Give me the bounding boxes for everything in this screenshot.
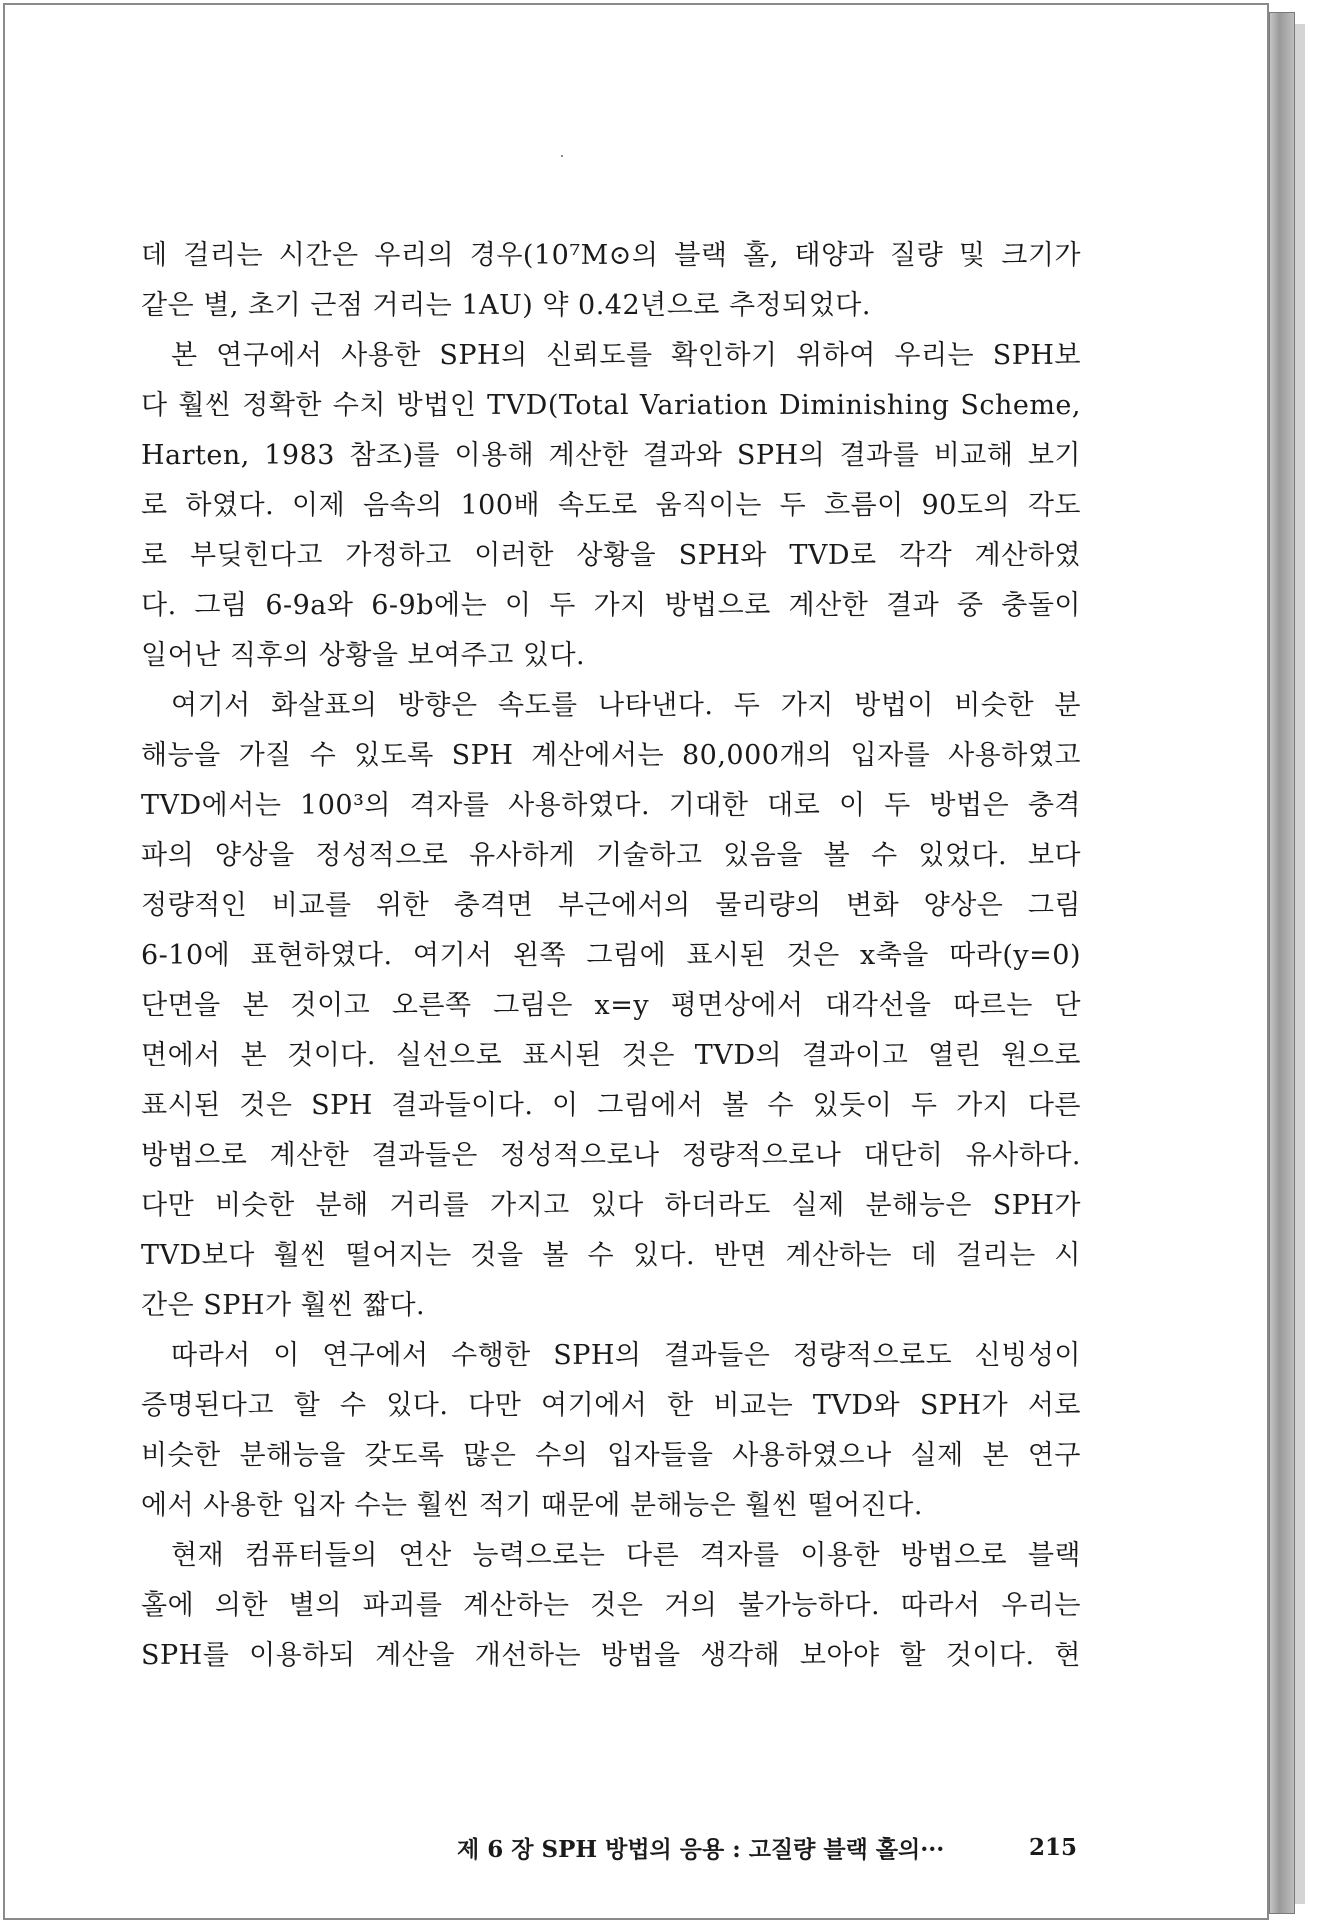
text-line: 다만 비슷한 분해 거리를 가지고 있다 하더라도 실제 분해능은 SPH가: [141, 1190, 1081, 1221]
text-line: TVD보다 훨씬 떨어지는 것을 볼 수 있다. 반면 계산하는 데 걸리는 시: [141, 1240, 1081, 1271]
body-text: [141, 231, 1081, 1681]
text-line: Harten, 1983 참조)를 이용해 계산한 결과와 SPH의 결과를 비교해 보기: [141, 440, 1081, 471]
text-line: 파의 양상을 정성적으로 유사하게 기술하고 있음을 볼 수 있었다. 보다: [141, 840, 1081, 871]
text-line: 데 걸리는 시간은 우리의 경우(10⁷M⊙의 블랙 홀, 태양과 질량 및 크기가: [141, 240, 1081, 271]
text-line: 일어난 직후의 상황을 보여주고 있다.: [141, 640, 586, 671]
text-line: 로 부딪힌다고 가정하고 이러한 상황을 SPH와 TVD로 각각 계산하였: [141, 540, 1081, 571]
scan-speck: [561, 155, 563, 157]
page-stack-shadow: [1295, 24, 1305, 1904]
page-number: 215: [1028, 1833, 1077, 1861]
book-page: [3, 3, 1269, 1920]
text-line: 다 훨씬 정확한 수치 방법인 TVD(Total Variation Diminishing Scheme,: [141, 390, 1081, 421]
text-line: 단면을 본 것이고 오른쪽 그림은 x=y 평면상에서 대각선을 따르는 단: [141, 990, 1081, 1021]
text-line: 에서 사용한 입자 수는 훨씬 적기 때문에 분해능은 훨씬 떨어진다.: [141, 1490, 923, 1521]
text-line: 간은 SPH가 훨씬 짧다.: [141, 1290, 426, 1321]
text-line: 정량적인 비교를 위한 충격면 부근에서의 물리량의 변화 양상은 그림: [141, 890, 1081, 921]
text-line: 면에서 본 것이다. 실선으로 표시된 것은 TVD의 결과이고 열린 원으로: [141, 1040, 1081, 1071]
text-line: 현재 컴퓨터들의 연산 능력으로는 다른 격자를 이용한 방법으로 블랙: [171, 1540, 1081, 1571]
text-line: TVD에서는 100³의 격자를 사용하였다. 기대한 대로 이 두 방법은 충격: [141, 790, 1081, 821]
text-line: 다. 그림 6-9a와 6-9b에는 이 두 가지 방법으로 계산한 결과 중 충돌이: [141, 590, 1081, 621]
text-line: 따라서 이 연구에서 수행한 SPH의 결과들은 정량적으로도 신빙성이: [171, 1340, 1081, 1371]
text-line: 홀에 의한 별의 파괴를 계산하는 것은 거의 불가능하다. 따라서 우리는: [141, 1590, 1081, 1621]
text-line: 여기서 화살표의 방향은 속도를 나타낸다. 두 가지 방법이 비슷한 분: [171, 690, 1081, 721]
text-line: 표시된 것은 SPH 결과들이다. 이 그림에서 볼 수 있듯이 두 가지 다른: [141, 1090, 1081, 1121]
page-stack-edge: [1269, 12, 1295, 1914]
footer-chapter-title: 제 6 장 SPH 방법의 응용 : 고질량 블랙 홀의···: [457, 1835, 945, 1863]
running-footer: [457, 1827, 1077, 1867]
text-line: 증명된다고 할 수 있다. 다만 여기에서 한 비교는 TVD와 SPH가 서로: [141, 1390, 1081, 1421]
text-line: SPH를 이용하되 계산을 개선하는 방법을 생각해 보아야 할 것이다. 현: [141, 1640, 1081, 1671]
text-line: 방법으로 계산한 결과들은 정성적으로나 정량적으로나 대단히 유사하다.: [141, 1140, 1081, 1171]
text-line: 해능을 가질 수 있도록 SPH 계산에서는 80,000개의 입자를 사용하였고: [141, 740, 1081, 771]
text-line: 같은 별, 초기 근점 거리는 1AU) 약 0.42년으로 추정되었다.: [141, 290, 871, 321]
text-line: 비슷한 분해능을 갖도록 많은 수의 입자들을 사용하였으나 실제 본 연구: [141, 1440, 1081, 1471]
text-line: 로 하였다. 이제 음속의 100배 속도로 움직이는 두 흐름이 90도의 각도: [141, 490, 1081, 521]
text-line: 본 연구에서 사용한 SPH의 신뢰도를 확인하기 위하여 우리는 SPH보: [171, 340, 1081, 371]
text-line: 6-10에 표현하였다. 여기서 왼쪽 그림에 표시된 것은 x축을 따라(y=0): [141, 940, 1081, 971]
